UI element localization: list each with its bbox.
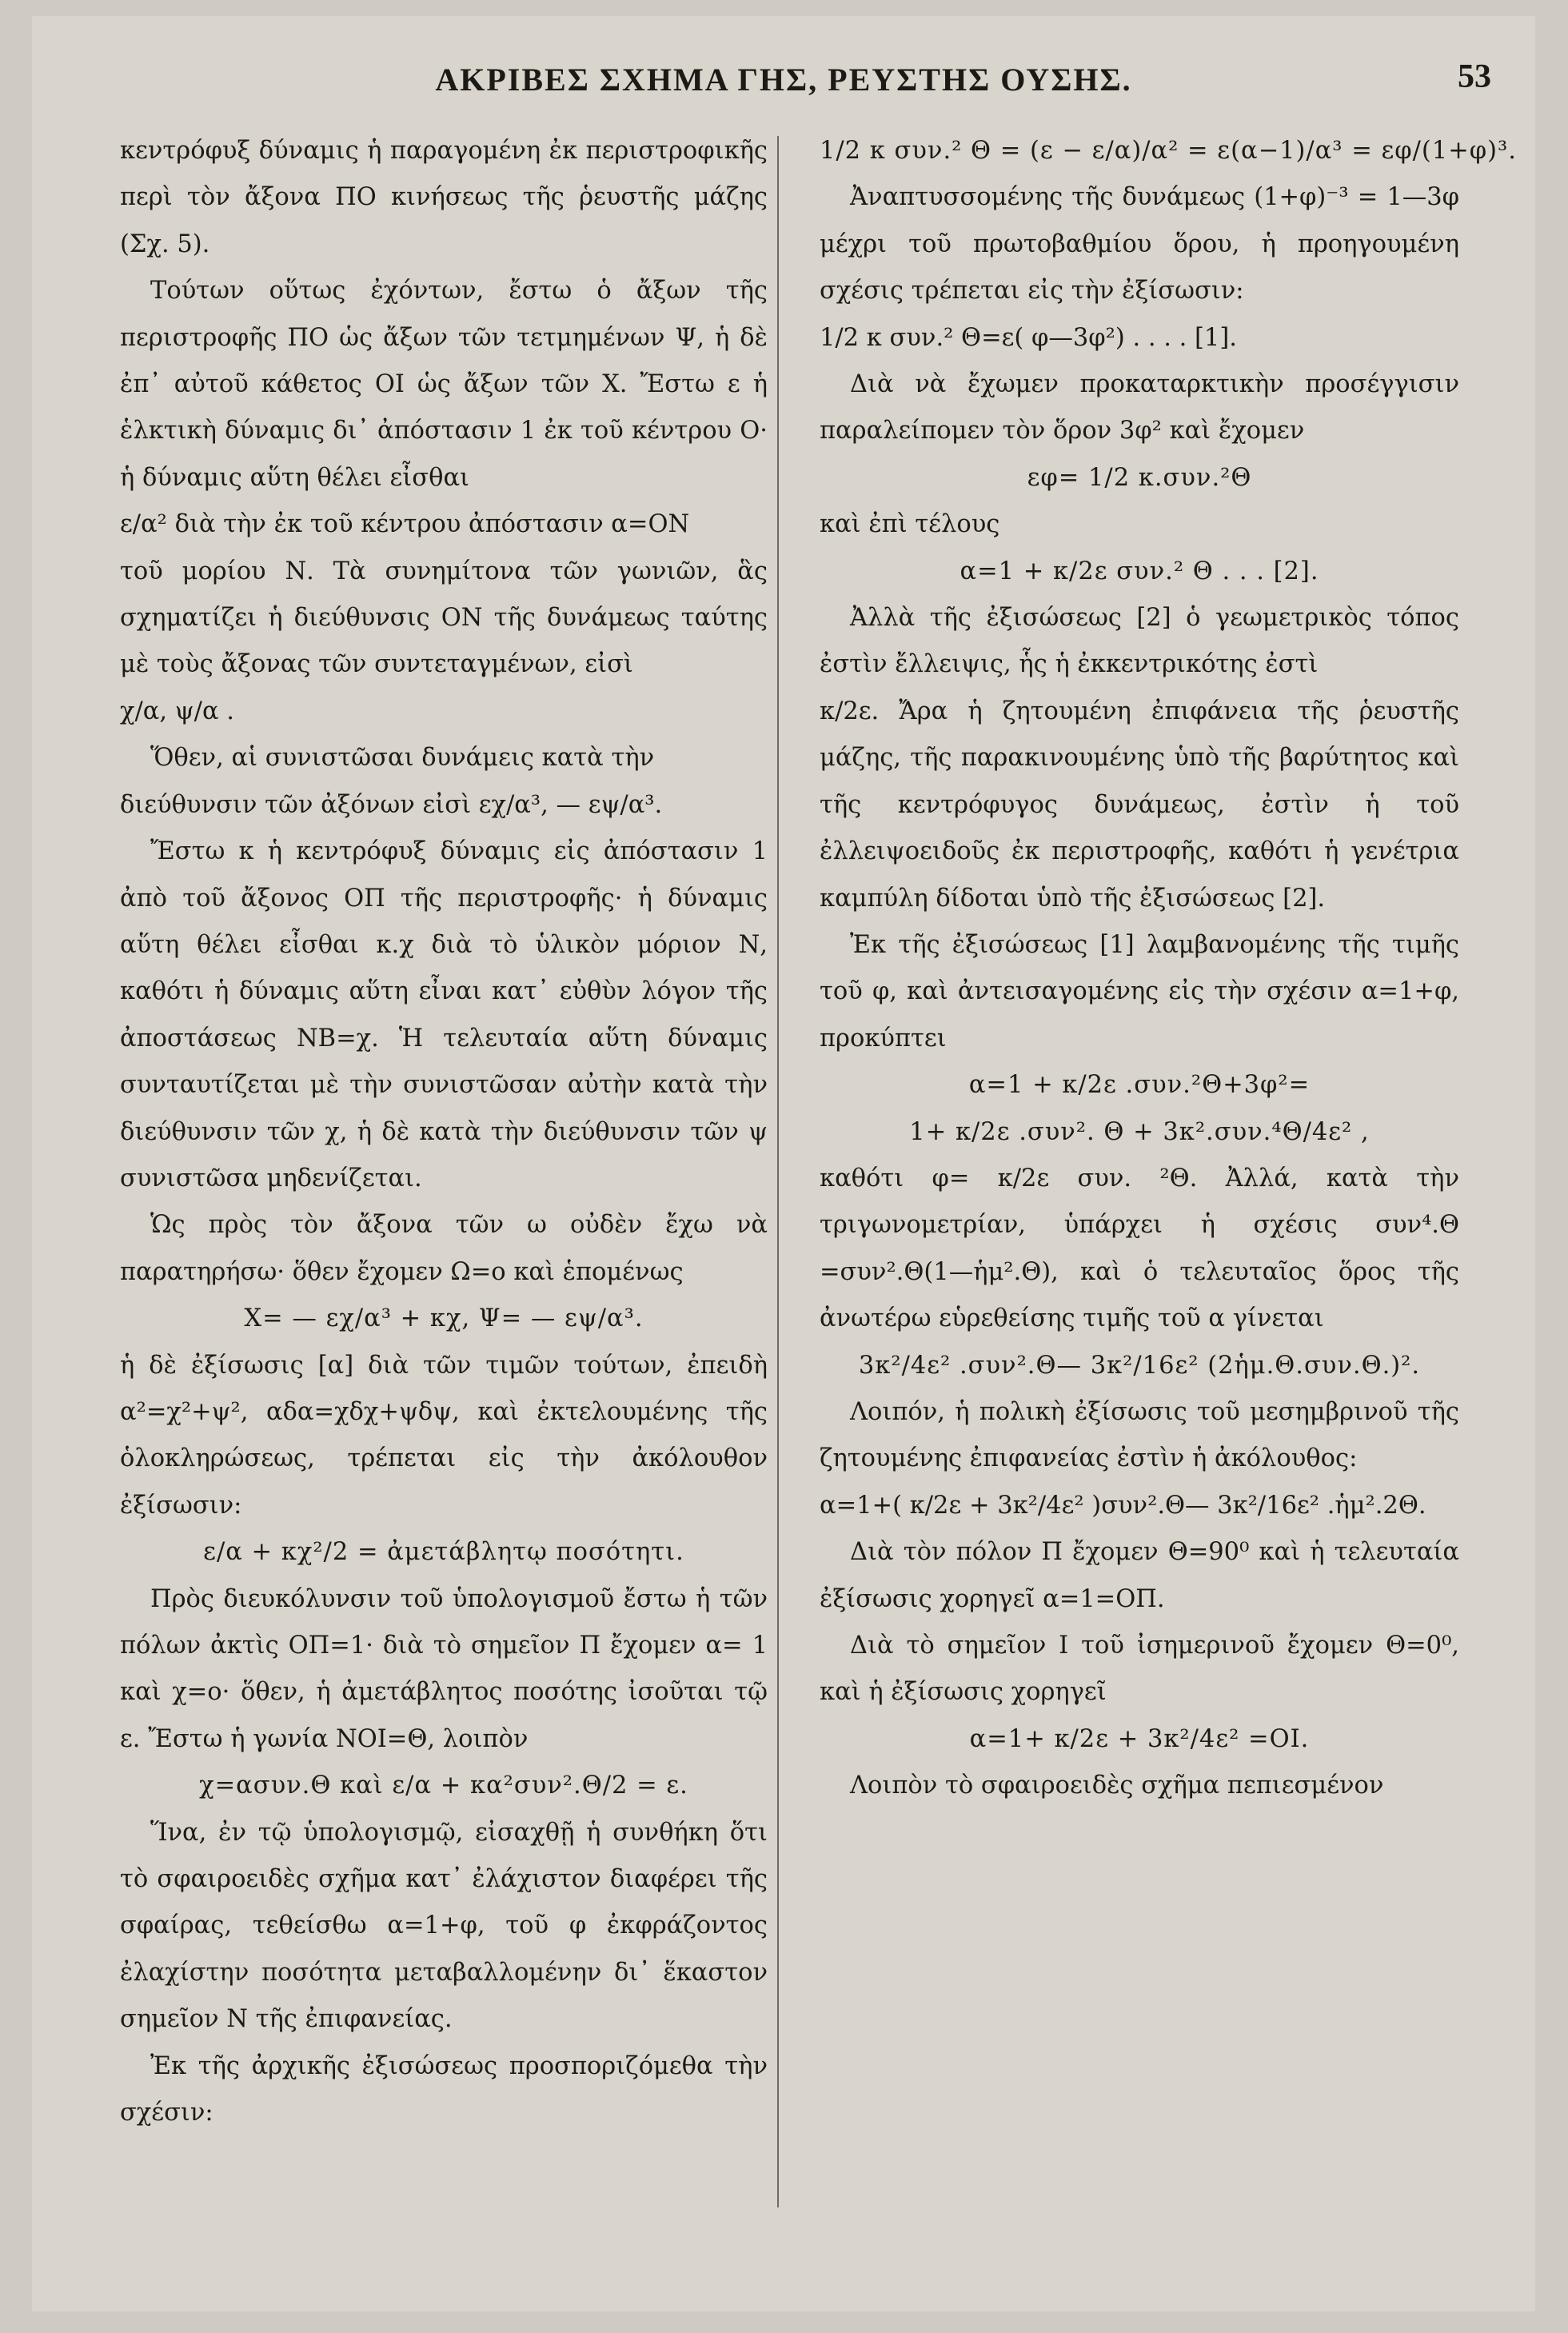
paragraph: Ἵνα, ἐν τῷ ὑπολογισμῷ, εἰσαχθῇ ἡ συνθήκη ὅτι τὸ σφαιροειδὲς σχῆμα κατ᾽ ἐλάχιστον διαφέρει τῆς σφαίρας, τεθείσθω α=1+φ, τοῦ φ ἐκφράζοντος ἐλαχίστην ποσότητα μεταβαλλομένην δι᾽ ἕκαστον σημεῖον Ν τῆς ἐπιφανείας.	[120, 1818, 768, 2034]
equation: χ=ασυν.Θ καὶ ε/α + κα²συν².Θ/2 = ε.	[199, 1772, 688, 1800]
paragraph: Ὅθεν, αἱ συνιστῶσαι δυνάμεις κατὰ τὴν	[150, 744, 655, 773]
left-column	[120, 128, 768, 2136]
paragraph: Ἔστω κ ἡ κεντρόφυξ δύναμις εἰς ἀπόστασιν 1 ἀπὸ τοῦ ἄξονος ΟΠ τῆς περιστροφῆς· ἡ δύναμις αὕτη θέλει εἶσθαι κ.χ διὰ τὸ ὑλικὸν μόριον Ν, καθότι ἡ δύναμις αὕτη εἶναι κατ᾽ εὐθὺν λόγον τῆς ἀποστάσεως ΝΒ=χ. Ἡ τελευταία αὕτη δύναμις συνταυτίζεται μὲ τὴν συνιστῶσαν αὐτὴν κατὰ τὴν διεύθυνσιν τῶν χ, ἡ δὲ κατὰ τὴν διεύθυνσιν τῶν ψ συνιστῶσα μηδενίζεται.	[120, 837, 768, 1192]
paragraph: Διὰ νὰ ἔχωμεν προκαταρκτικὴν προσέγγισιν παραλείπομεν τὸν ὅρον 3φ² καὶ ἔχομεν	[820, 370, 1459, 445]
equation: α=1 + κ/2ε συν.² Θ . . . [2].	[960, 557, 1319, 585]
paragraph: Λοιπὸν τὸ σφαιροειδὲς σχῆμα πεπιεσμένον	[850, 1772, 1384, 1800]
paragraph: τοῦ μορίου Ν. Τὰ συνημίτονα τῶν γωνιῶν, ἃς σχηματίζει ἡ διεύθυνσις ΟΝ τῆς δυνάμεως ταύτης μὲ τοὺς ἄξονας τῶν συντεταγμένων, εἰσὶ	[120, 557, 768, 679]
equation: Χ= — εχ/α³ + κχ, Ψ= — εψ/α³.	[244, 1304, 644, 1333]
paragraph: Ἀλλὰ τῆς ἐξισώσεως [2] ὁ γεωμετρικὸς τόπος ἐστὶν ἔλλειψις, ἧς ἡ ἐκκεντρικότης ἐστὶ	[820, 604, 1459, 679]
equation: 1/2 κ συν.² Θ = (ε − ε/α)/α² = ε(α−1)/α³ = εφ/(1+φ)³.	[820, 137, 1517, 165]
paragraph: Τούτων οὕτως ἐχόντων, ἔστω ὁ ἄξων τῆς περιστροφῆς ΠΟ ὡς ἄξων τῶν τετμημένων Ψ, ἡ δὲ ἐπ᾽ αὐτοῦ κάθετος ΟΙ ὡς ἄξων τῶν Χ. Ἔστω ε ἡ ἑλκτικὴ δύναμις δι᾽ ἀπόστασιν 1 ἐκ τοῦ κέντρου Ο· ἡ δύναμις αὕτη θέλει εἶσθαι	[120, 277, 768, 492]
paragraph: κ/2ε. Ἄρα ἡ ζητουμένη ἐπιφάνεια τῆς ῥευστῆς μάζης, τῆς παρακινουμένης ὑπὸ τῆς βαρύτητος καὶ τῆς κεντρόφυγος δυνάμεως, ἐστὶν ἡ τοῦ ἐλλειψοειδοῦς ἐκ περιστροφῆς, καθότι ἡ γενέτρια καμπύλη δίδοται ὑπὸ τῆς ἐξισώσεως [2].	[820, 697, 1459, 913]
paragraph: κεντρόφυξ δύναμις ἡ παραγομένη ἐκ περιστροφικῆς περὶ τὸν ἄξονα ΠΟ κινήσεως τῆς ῥευστῆς μάζης (Σχ. 5).	[120, 137, 768, 258]
equation: ε/α + κχ²/2 = ἀμετάβλητῳ ποσότητι.	[203, 1538, 684, 1567]
equation: 1/2 κ συν.² Θ=ε( φ—3φ²) . . . . [1].	[820, 323, 1237, 352]
page-number: 53	[1458, 58, 1491, 95]
paragraph: καθότι φ= κ/2ε συν. ²Θ. Ἀλλά, κατὰ τὴν τριγωνομετρίαν, ὑπάρχει ἡ σχέσις συν⁴.Θ =συν².Θ(1—ἡμ².Θ), καὶ ὁ τελευταῖος ὅρος τῆς ἀνωτέρω εὑρεθείσης τιμῆς τοῦ α γίνεται	[820, 1164, 1459, 1333]
equation: εφ= 1/2 κ.συν.²Θ	[1027, 463, 1252, 492]
book-page	[32, 16, 1535, 2311]
equation: χ/α, ψ/α .	[120, 697, 234, 725]
equation: α=1+( κ/2ε + 3κ²/4ε² )συν².Θ— 3κ²/16ε² .ἡμ².2Θ.	[820, 1491, 1426, 1520]
running-title: ΑΚΡΙΒΕΣ ΣΧΗΜΑ ΓΗΣ, ΡΕΥΣΤΗΣ ΟΥΣΗΣ.	[435, 62, 1132, 98]
column-rule	[777, 136, 779, 2207]
equation: α=1 + κ/2ε .συν.²Θ+3φ²=	[968, 1071, 1311, 1100]
paragraph: Πρὸς διευκόλυνσιν τοῦ ὑπολογισμοῦ ἔστω ἡ τῶν πόλων ἀκτὶς ΟΠ=1· διὰ τὸ σημεῖον Π ἔχομεν α= 1 καὶ χ=ο· ὅθεν, ἡ ἀμετάβλητος ποσότης ἰσοῦται τῷ ε. Ἔστω ἡ γωνία ΝΟΙ=Θ, λοιπὸν	[120, 1584, 768, 1753]
equation: ε/α² διὰ τὴν ἐκ τοῦ κέντρου ἀπόστασιν α=ΟΝ	[120, 510, 690, 539]
equation: 1+ κ/2ε .συν². Θ + 3κ².συν.⁴Θ/4ε² ,	[909, 1117, 1370, 1146]
paragraph: Διὰ τὸν πόλον Π ἔχομεν Θ=90⁰ καὶ ἡ τελευταία ἐξίσωσις χορηγεῖ α=1=ΟΠ.	[820, 1538, 1459, 1613]
paragraph: Ἐκ τῆς ἀρχικῆς ἐξισώσεως προσποριζόμεθα τὴν σχέσιν:	[120, 2051, 768, 2127]
paragraph: Ἀναπτυσσομένης τῆς δυνάμεως (1+φ)⁻³ = 1—3φ μέχρι τοῦ πρωτοβαθμίου ὅρου, ἡ προηγουμένη σχέσις τρέπεται εἰς τὴν ἐξίσωσιν:	[820, 183, 1459, 306]
equation: α=1+ κ/2ε + 3κ²/4ε² =ΟΙ.	[969, 1724, 1310, 1753]
right-column	[820, 128, 1517, 1810]
paragraph: Λοιπόν, ἡ πολικὴ ἐξίσωσις τοῦ μεσημβρινοῦ τῆς ζητουμένης ἐπιφανείας ἐστὶν ἡ ἀκόλουθος:	[820, 1397, 1459, 1473]
equation: διεύθυνσιν τῶν ἀξόνων εἰσὶ εχ/α³, — εψ/α³.	[120, 790, 663, 819]
paragraph: καὶ ἐπὶ τέλους	[820, 510, 1000, 539]
equation: 3κ²/4ε² .συν².Θ— 3κ²/16ε² (2ἡμ.Θ.συν.Θ.)².	[858, 1351, 1421, 1380]
paragraph: Ὡς πρὸς τὸν ἄξονα τῶν ω οὐδὲν ἔχω νὰ παρατηρήσω· ὅθεν ἔχομεν Ω=ο καὶ ἑπομένως	[120, 1211, 768, 1286]
paragraph: ἡ δὲ ἐξίσωσις [α] διὰ τῶν τιμῶν τούτων, ἐπειδὴ α²=χ²+ψ², αδα=χδχ+ψδψ, καὶ ἐκτελουμένης τῆς ὁλοκληρώσεως, τρέπεται εἰς τὴν ἀκόλουθον ἐξίσωσιν:	[120, 1351, 768, 1520]
paragraph: Διὰ τὸ σημεῖον Ι τοῦ ἰσημερινοῦ ἔχομεν Θ=0⁰, καὶ ἡ ἐξίσωσις χορηγεῖ	[820, 1632, 1459, 1707]
paragraph: Ἐκ τῆς ἐξισώσεως [1] λαμβανομένης τῆς τιμῆς τοῦ φ, καὶ ἀντεισαγομένης εἰς τὴν σχέσιν α=1+φ, προκύπτει	[820, 930, 1459, 1053]
